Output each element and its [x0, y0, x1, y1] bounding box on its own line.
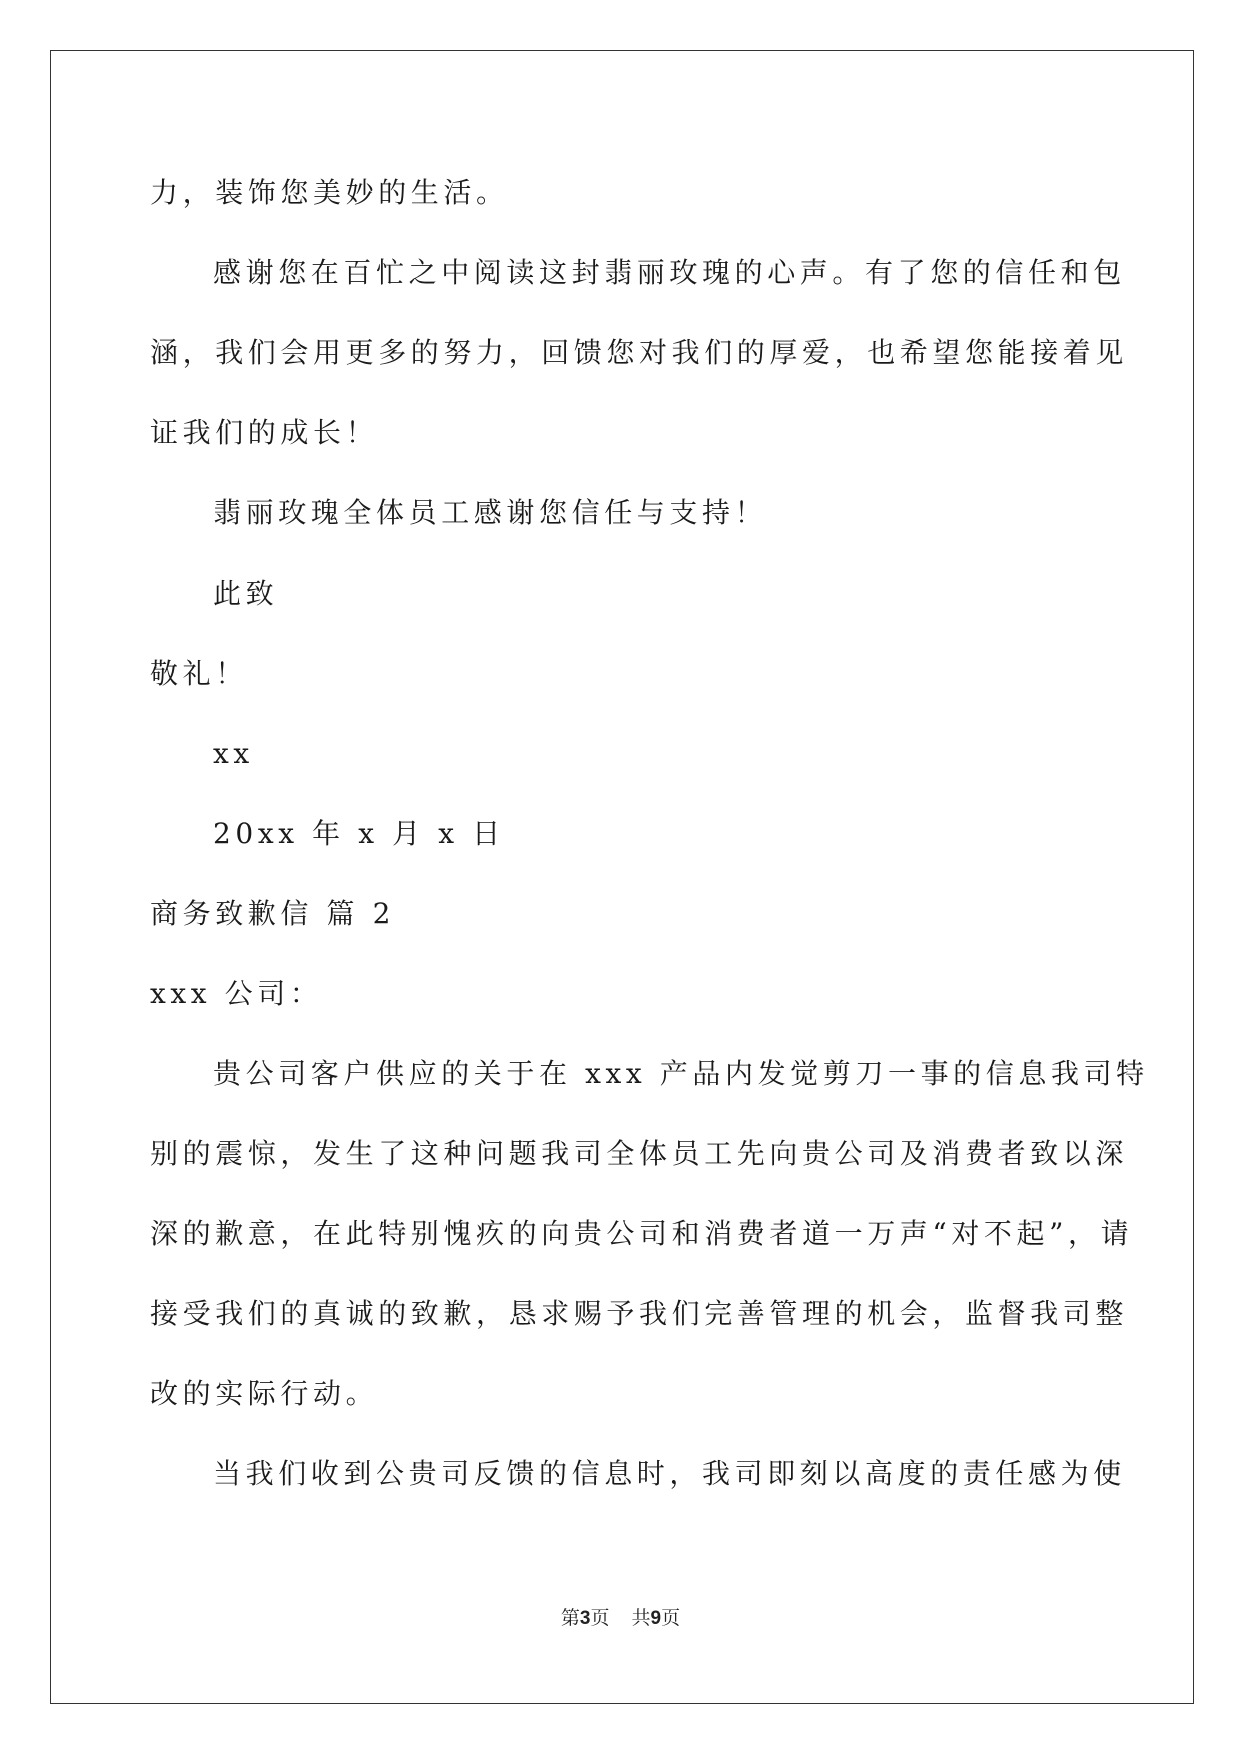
page-footer [0, 1606, 1241, 1631]
total-suffix: 页 [661, 1607, 681, 1629]
text-line: 敬礼！ [150, 657, 248, 690]
text-line: 20xx 年 x 月 x 日 [213, 817, 505, 850]
total-prefix: 共 [631, 1607, 651, 1629]
text-line: 证我们的成长！ [150, 416, 379, 449]
text-line: xx [213, 737, 254, 770]
page-prefix: 第 [560, 1607, 580, 1629]
text-line: 贵公司客户供应的关于在 xxx 产品内发觉剪刀一事的信息我司特 [213, 1057, 1149, 1090]
section-heading: 商务致歉信 篇 2 [150, 897, 396, 930]
text-line: 此致 [213, 577, 279, 610]
current-page-number: 3 [579, 1608, 591, 1629]
text-line: 力，装饰您美妙的生活。 [150, 176, 509, 209]
text-line: 别的震惊，发生了这种问题我司全体员工先向贵公司及消费者致以深 [150, 1137, 1129, 1170]
total-page-number: 9 [650, 1608, 662, 1629]
text-line: 改的实际行动。 [150, 1377, 379, 1410]
text-line: 深的歉意，在此特别愧疚的向贵公司和消费者道一万声“对不起”，请 [150, 1217, 1134, 1250]
text-line: 翡丽玫瑰全体员工感谢您信任与支持！ [213, 496, 768, 529]
text-line: 感谢您在百忙之中阅读这封翡丽玫瑰的心声。有了您的信任和包 [213, 256, 1126, 289]
text-line: 当我们收到公贵司反馈的信息时，我司即刻以高度的责任感为使 [213, 1457, 1126, 1490]
text-line: 接受我们的真诚的致歉，恳求赐予我们完善管理的机会，监督我司整 [150, 1297, 1129, 1330]
text-line: 涵，我们会用更多的努力，回馈您对我们的厚爱，也希望您能接着见 [150, 336, 1129, 369]
page-suffix: 页 [590, 1607, 610, 1629]
text-line: xxx 公司： [150, 977, 323, 1010]
